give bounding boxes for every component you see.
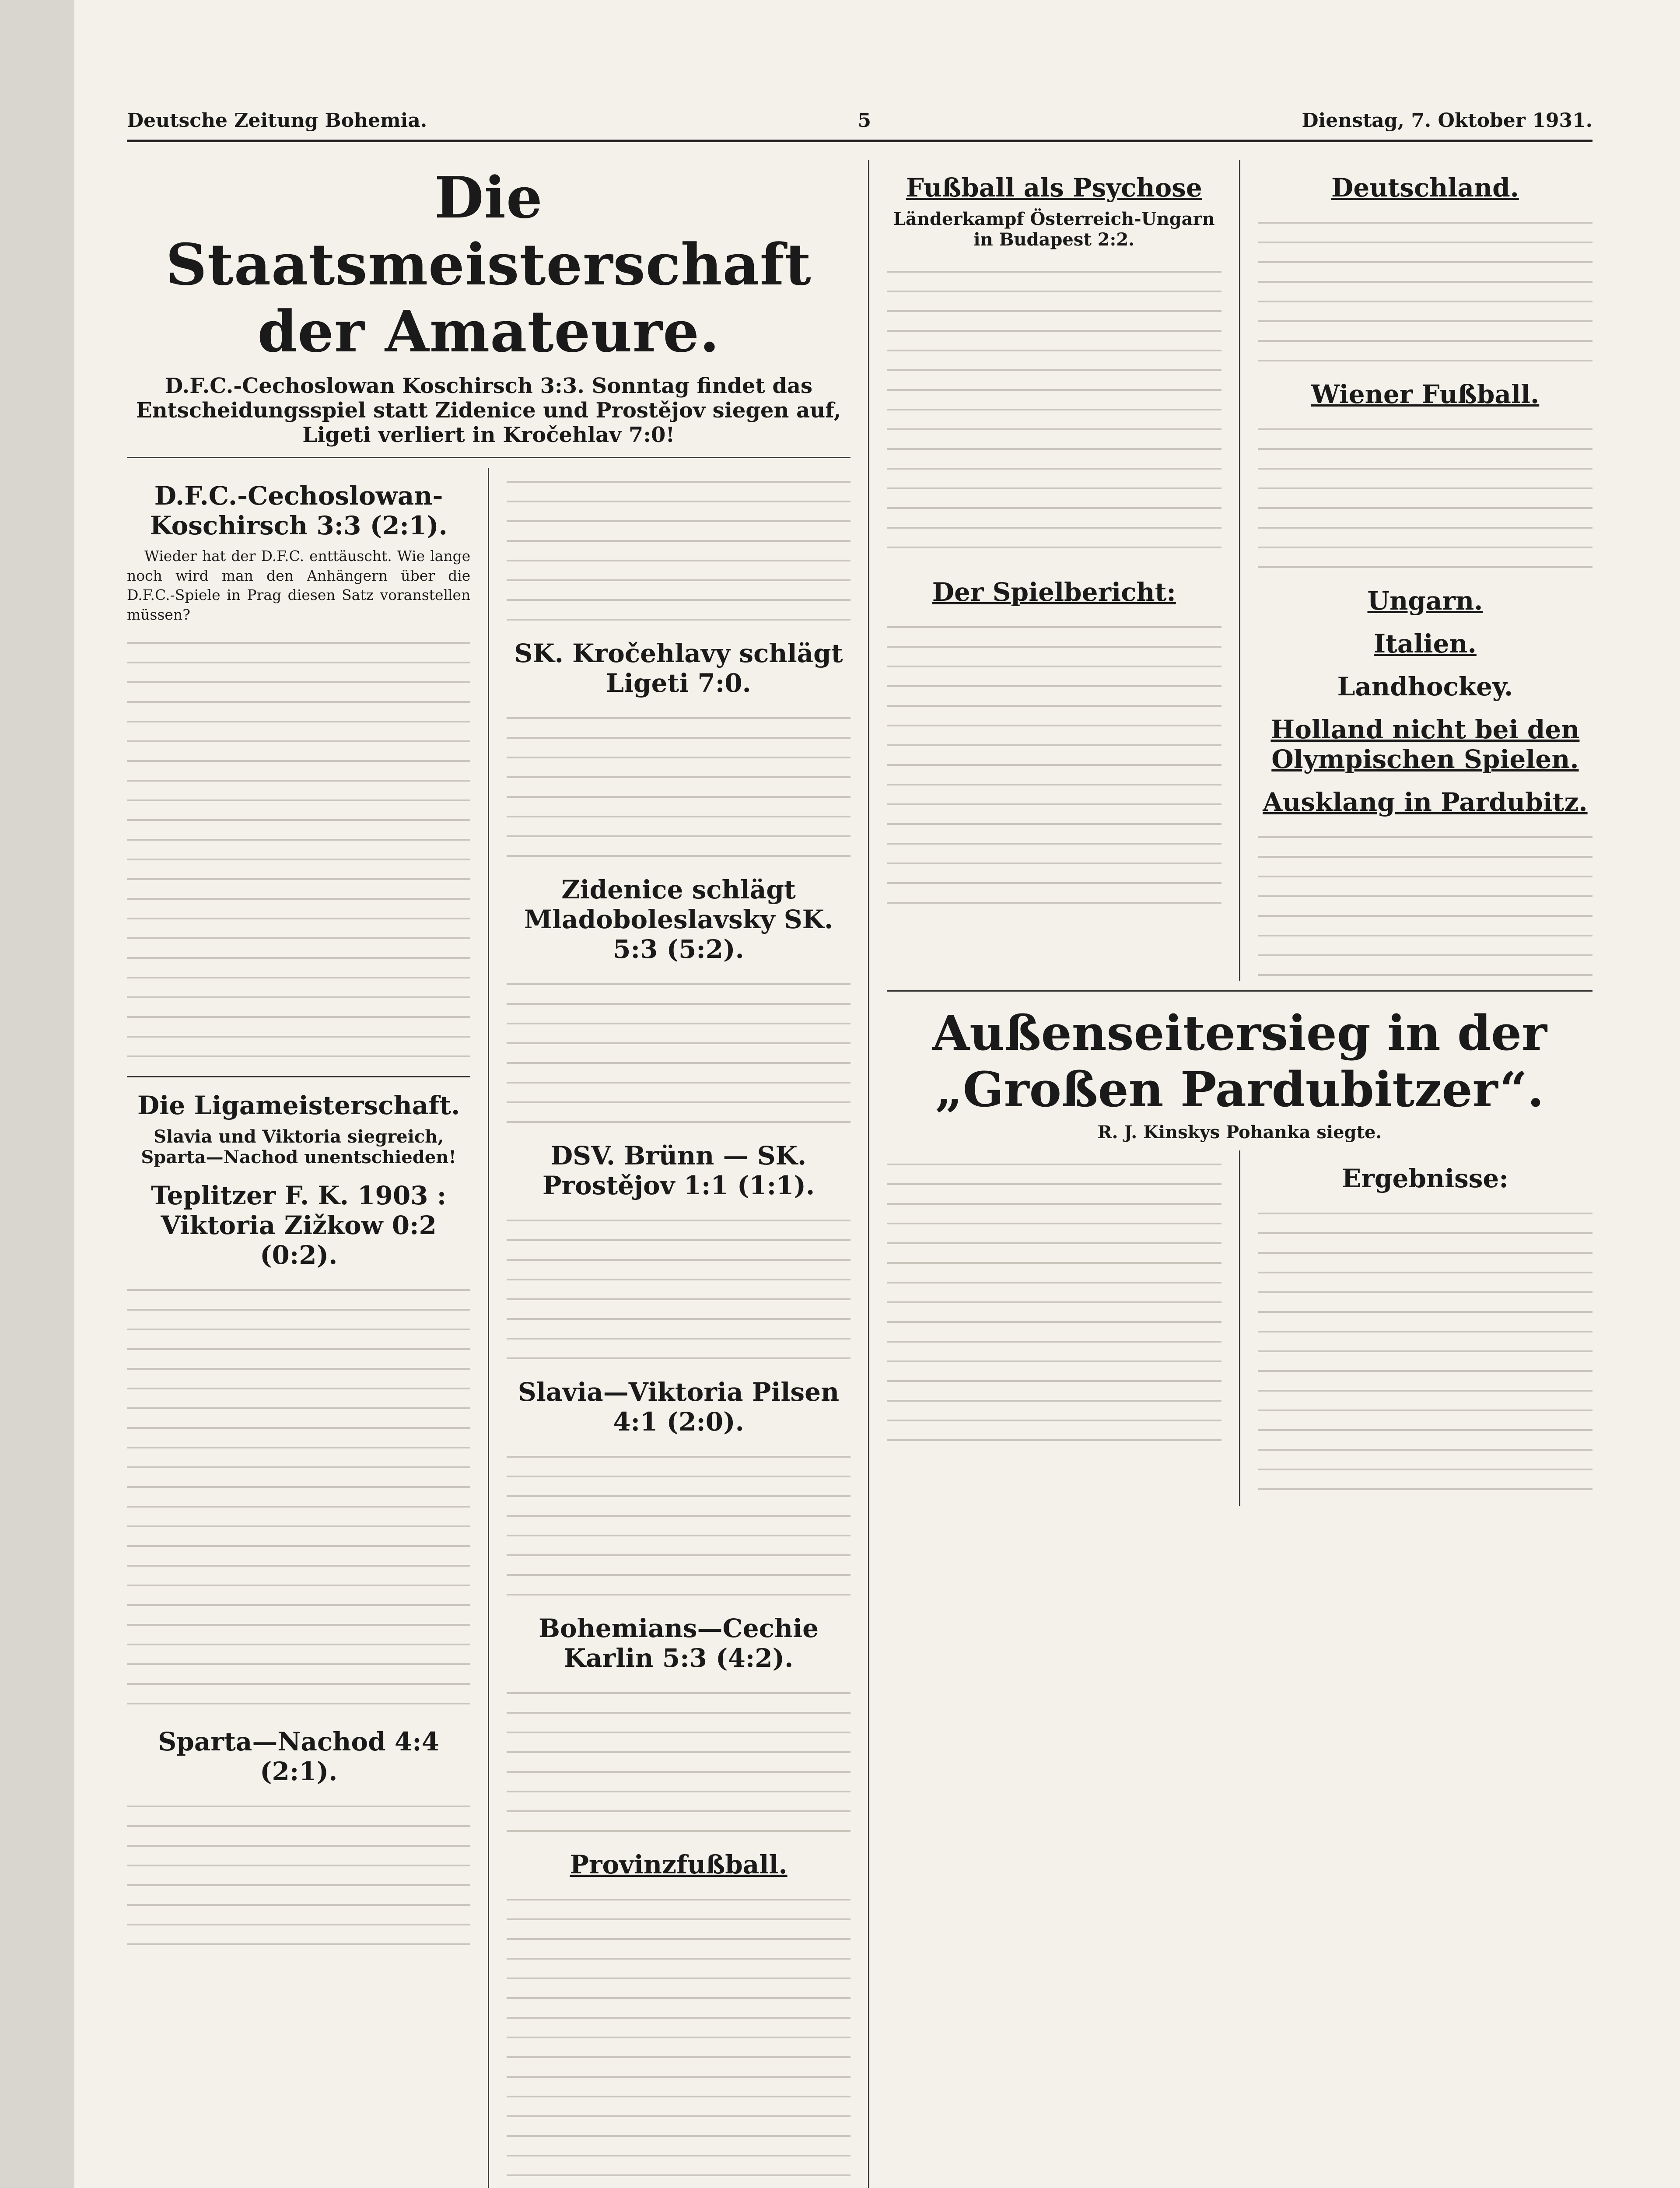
- section-spielbericht: Der Spielbericht:: [932, 577, 1176, 607]
- results-body: [1258, 1199, 1592, 1506]
- left-half: [127, 160, 850, 2188]
- article-body: [1258, 415, 1592, 573]
- masthead-title: Deutsche Zeitung Bohemia.: [127, 109, 427, 132]
- masthead-date: Dienstag, 7. Oktober 1931.: [1302, 109, 1592, 132]
- page-number: 5: [858, 109, 872, 132]
- section-dfc: D.F.C.-Cechoslowan-Koschirsch 3:3 (2:1).: [150, 481, 448, 540]
- section-zidenice: Zidenice schlägt Mladoboleslavsky SK. 5:3 (5:2).: [524, 875, 833, 964]
- article-body: [507, 1206, 850, 1364]
- divider: [127, 457, 850, 458]
- article-text: Wieder hat der D.F.C. enttäuscht. Wie lange noch wird man den Anhängern über die D.F.C.-Spiele in Prag diesen Satz voranstellen müssen?: [127, 547, 471, 623]
- section-sparta: Sparta—Nachod 4:4 (2:1).: [158, 1727, 439, 1787]
- pardubitz-kicker: R. J. Kinskys Pohanka siegte.: [1097, 1122, 1382, 1143]
- section-krocehlav: SK. Kročehlavy schlägt Ligeti 7:0.: [514, 638, 843, 698]
- article-body: [887, 1150, 1222, 1457]
- article-body: [887, 258, 1222, 564]
- article-body: [127, 1276, 470, 1714]
- pardubitz-columns: [887, 1150, 1592, 1506]
- section-italien: Italien.: [1374, 629, 1477, 659]
- section-psychose-kicker: Länderkampf Österreich-Ungarn in Budapest 2:2.: [893, 209, 1215, 250]
- divider: [127, 1076, 470, 1077]
- section-holland: Holland nicht bei den Olympischen Spielen.: [1270, 715, 1580, 774]
- section-teplitz: Teplitzer F. K. 1903 : Viktoria Zižkow 0:2 (0:2).: [151, 1181, 447, 1270]
- pardubitz-col-1: [887, 1150, 1222, 1506]
- article-body: [507, 1679, 850, 1837]
- section-ungarn: Ungarn.: [1367, 586, 1483, 616]
- section-psychose: Fußball als Psychose: [906, 173, 1202, 203]
- section-dsv-bruenn: DSV. Brünn — SK. Prostějov 1:1 (1:1).: [542, 1141, 815, 1200]
- column-rule: [1239, 160, 1240, 981]
- article-body: [507, 970, 850, 1128]
- section-liga-kicker: Slavia und Viktoria siegreich, Sparta—Nachod unentschieden!: [141, 1126, 456, 1168]
- section-bohemians: Bohemians—Cechie Karlin 5:3 (4:2).: [538, 1613, 819, 1673]
- section-landhockey: Landhockey.: [1337, 672, 1513, 701]
- section-wiener-fussball: Wiener Fußball.: [1311, 379, 1540, 409]
- section-pardubitz-ausklang: Ausklang in Pardubitz.: [1263, 787, 1588, 817]
- section-liga: Die Ligameisterschaft.: [137, 1090, 460, 1121]
- column-rule: [1239, 1150, 1240, 1506]
- masthead: [127, 109, 1592, 142]
- article-body: [507, 1443, 850, 1600]
- article-body: [507, 704, 850, 862]
- article-body: [127, 629, 470, 1066]
- page-columns: [127, 160, 1592, 2188]
- pardubitz-col-2: [1258, 1150, 1592, 1506]
- article-body: [127, 1792, 470, 1950]
- divider: [887, 990, 1592, 992]
- column-2: [507, 468, 850, 2188]
- section-provinz: Provinzfußball.: [570, 1850, 788, 1879]
- results-head: Ergebnisse:: [1342, 1164, 1508, 1193]
- lead-headline: Die Staatsmeisterschaft der Amateure.: [165, 164, 812, 365]
- column-rule: [868, 160, 869, 2188]
- right-subcolumns: [887, 160, 1592, 981]
- lead-subhead: D.F.C.-Cechoslowan Koschirsch 3:3. Sonntag findet das Entscheidungsspiel statt Zidenice und Prostějov siegen auf, Ligeti verliert in Kročehlav 7:0!: [136, 374, 841, 447]
- column-rule: [488, 468, 489, 2188]
- section-slavia: Slavia—Viktoria Pilsen 4:1 (2:0).: [518, 1377, 840, 1437]
- column-1: [127, 468, 470, 2188]
- article-body: [507, 1886, 850, 2188]
- article-body: [1258, 823, 1592, 981]
- article-body: [507, 468, 850, 625]
- pardubitz-headline: Außenseitersieg in der „Großen Pardubitzer“.: [932, 1005, 1547, 1118]
- column-3: [887, 160, 1222, 981]
- column-4: [1258, 160, 1592, 981]
- section-deutschland: Deutschland.: [1331, 173, 1519, 203]
- right-half: [887, 160, 1592, 2188]
- left-subcolumns: [127, 468, 850, 2188]
- article-body: [1258, 209, 1592, 366]
- article-body: [887, 613, 1222, 919]
